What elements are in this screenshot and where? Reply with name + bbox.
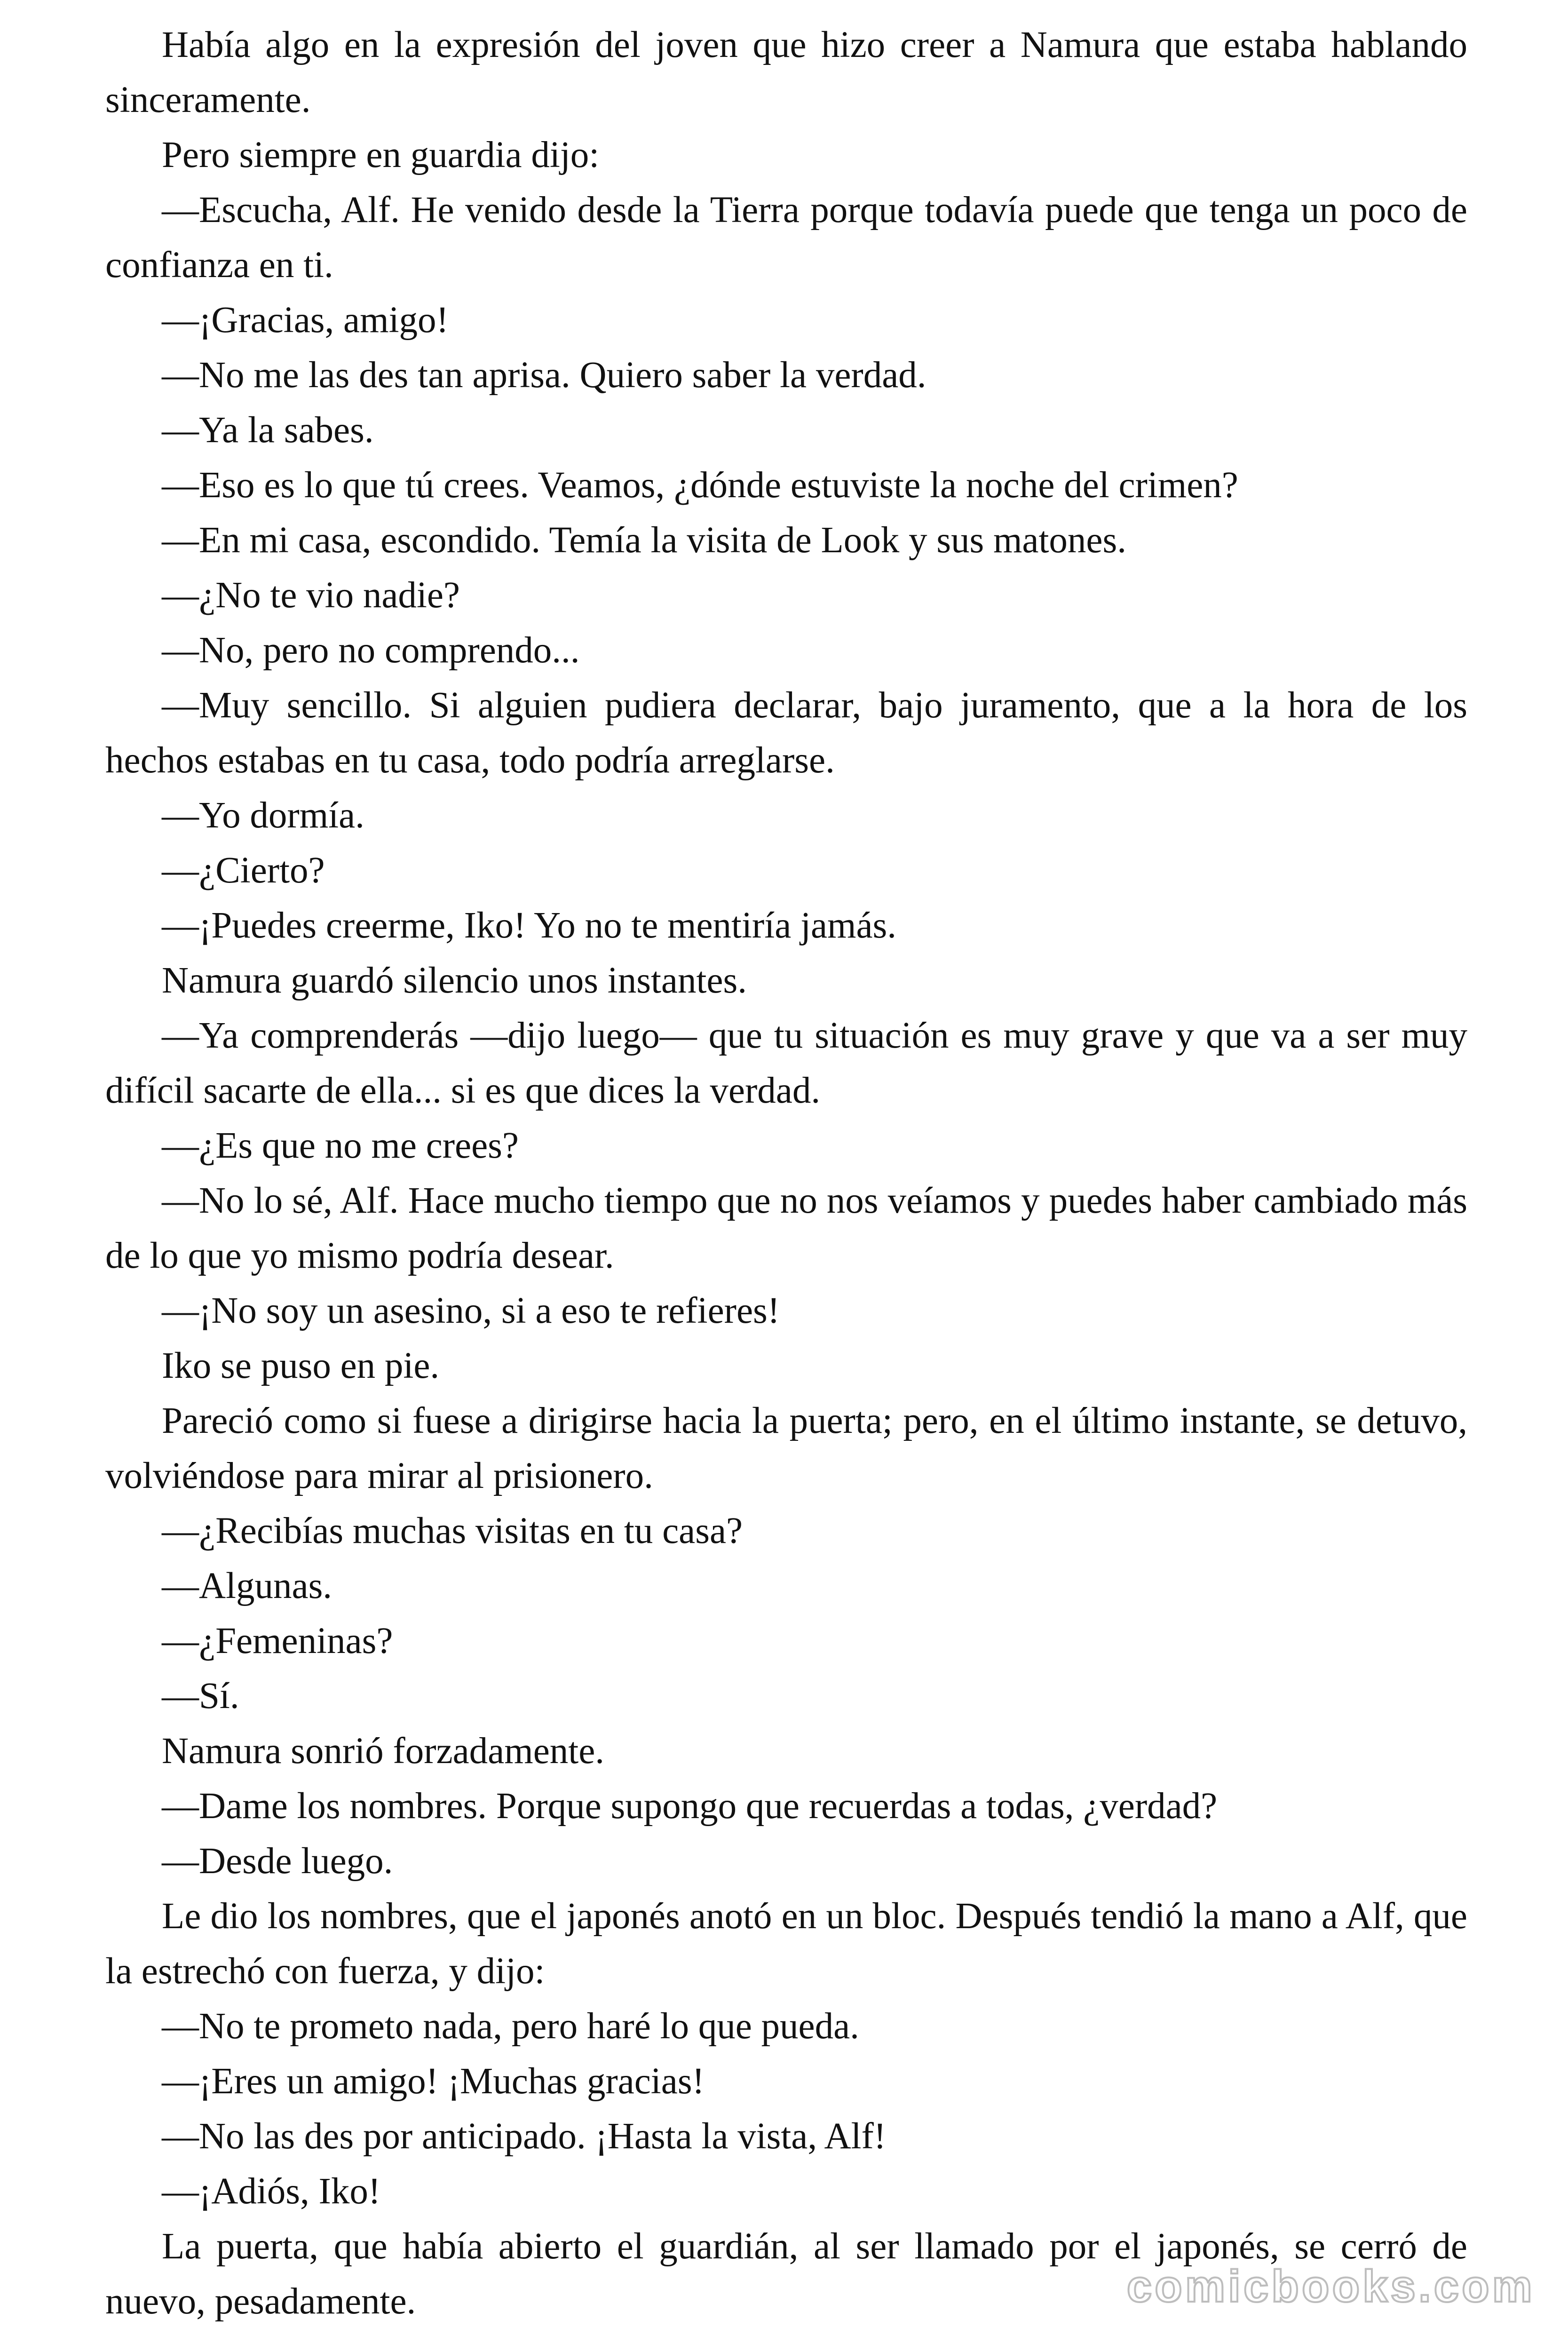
- paragraph: —Algunas.: [162, 1565, 333, 1606]
- paragraph: Namura sonrió forzadamente.: [162, 1731, 605, 1772]
- paragraph: —¡No soy un asesino, si a eso te refieres!: [162, 1290, 780, 1331]
- paragraph: —Desde luego.: [162, 1841, 393, 1882]
- paragraph: —Eso es lo que tú crees. Veamos, ¿dónde estuviste la noche del crimen?: [162, 465, 1238, 506]
- paragraph: —Dame los nombres. Porque supongo que recuerdas a todas, ¿verdad?: [162, 1786, 1218, 1827]
- paragraph: Namura guardó silencio unos instantes.: [162, 960, 747, 1001]
- paragraph: —¿No te vio nadie?: [162, 575, 460, 616]
- paragraph: —¿Recibías muchas visitas en tu casa?: [162, 1510, 743, 1551]
- paragraph: —¡Adiós, Iko!: [162, 2171, 381, 2212]
- paragraph: —¡Eres un amigo! ¡Muchas gracias!: [162, 2061, 705, 2102]
- watermark: comicbooks.com: [1126, 2261, 1535, 2312]
- paragraph: —¿Femeninas?: [162, 1621, 393, 1661]
- paragraph: —Ya la sabes.: [162, 410, 374, 451]
- paragraph: —No me las des tan aprisa. Quiero saber la verdad.: [162, 355, 927, 396]
- paragraph: —¡Puedes creerme, Iko! Yo no te mentiría jamás.: [162, 905, 897, 946]
- paragraph: —Escucha, Alf. He venido desde la Tierra porque todavía puede que tenga un poco de confianza en ti.: [105, 190, 1467, 286]
- paragraph: Pareció como si fuese a dirigirse hacia la puerta; pero, en el último instante, se detuvo, volviéndose para mirar al prisionero.: [105, 1400, 1467, 1496]
- paragraph: —Yo dormía.: [162, 795, 364, 836]
- paragraph: —No te prometo nada, pero haré lo que pueda.: [162, 2006, 859, 2047]
- paragraph: —No lo sé, Alf. Hace mucho tiempo que no nos veíamos y puedes haber cambiado más de lo que yo mismo podría desear.: [105, 1180, 1467, 1276]
- paragraph: Pero siempre en guardia dijo:: [162, 135, 600, 175]
- paragraph: —No, pero no comprendo...: [162, 630, 580, 671]
- paragraph: —No las des por anticipado. ¡Hasta la vista, Alf!: [162, 2116, 887, 2157]
- paragraph: —Muy sencillo. Si alguien pudiera declarar, bajo juramento, que a la hora de los hechos estabas en tu casa, todo podría arreglarse.: [105, 685, 1467, 781]
- paragraph: Iko se puso en pie.: [162, 1345, 440, 1386]
- paragraph: —Ya comprenderás —dijo luego— que tu situación es muy grave y que va a ser muy difícil sacarte de ella... si es que dices la verdad.: [105, 1015, 1467, 1111]
- paragraph: —Sí.: [162, 1676, 239, 1716]
- paragraph: Le dio los nombres, que el japonés anotó en un bloc. Después tendió la mano a Alf, que la estrechó con fuerza, y dijo:: [105, 1896, 1467, 1992]
- paragraph: —¿Es que no me crees?: [162, 1125, 519, 1166]
- paragraph: —¿Cierto?: [162, 850, 325, 891]
- page-text: [105, 17, 1467, 2329]
- paragraph: La puerta, que había abierto el guardián, al ser llamado por el japonés, se cerró de nuevo, pesadamente.: [105, 2226, 1467, 2322]
- paragraph: Había algo en la expresión del joven que hizo creer a Namura que estaba hablando sinceramente.: [105, 24, 1467, 120]
- paragraph: —En mi casa, escondido. Temía la visita de Look y sus matones.: [162, 520, 1126, 561]
- paragraph: —¡Gracias, amigo!: [162, 300, 449, 341]
